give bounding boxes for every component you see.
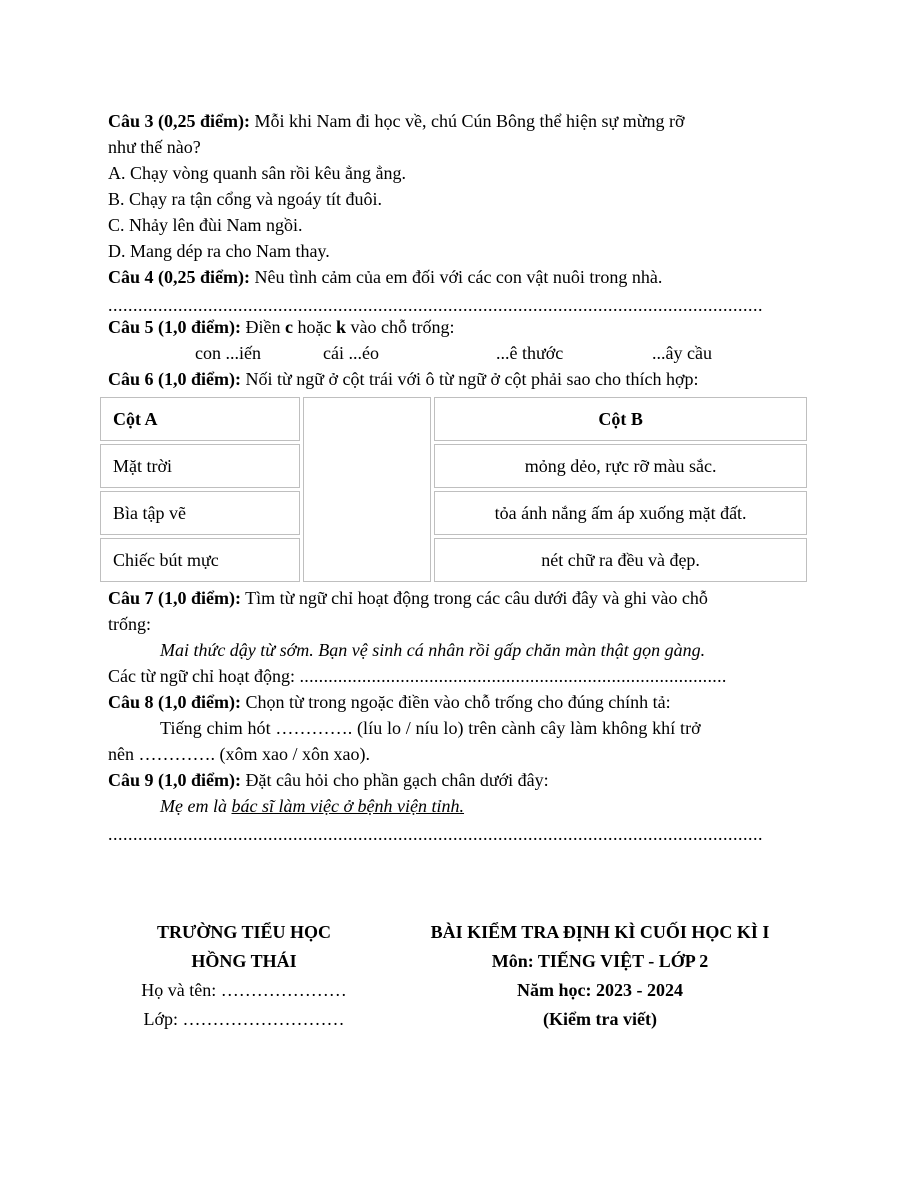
q5-letter-k: k — [335, 317, 346, 337]
q7-label: Câu 7 (1,0 điểm): — [108, 588, 241, 608]
exam-title: BÀI KIỂM TRA ĐỊNH KÌ CUỐI HỌC KÌ I — [430, 922, 770, 942]
q9-sentence-underlined: bác sĩ làm việc ở bệnh viện tỉnh. — [231, 796, 465, 816]
q7-text-line2: trống: — [108, 614, 151, 634]
q3-option-b: B. Chạy ra tận cổng và ngoáy tít đuôi. — [108, 189, 382, 209]
q8-label: Câu 8 (1,0 điểm): — [108, 692, 241, 712]
col-b-header-text: Cột B — [598, 408, 643, 429]
col-a-item-3[interactable]: Chiếc bút mực — [100, 538, 300, 582]
q5-blank-1: con ...iến — [195, 343, 261, 363]
q7-answer-prompt: Các từ ngữ chỉ hoạt động: — [108, 666, 300, 686]
matching-area[interactable] — [303, 397, 431, 582]
q5-text-c: vào chỗ trống: — [346, 317, 455, 337]
q7-text-line1: Tìm từ ngữ chỉ hoạt động trong các câu dưới đây và ghi vào chỗ — [241, 588, 708, 608]
school-info — [108, 918, 380, 1034]
q5-text-b: hoặc — [293, 317, 336, 337]
question-5 — [108, 314, 810, 366]
question-8 — [108, 689, 810, 767]
q9-text: Đặt câu hỏi cho phần gạch chân dưới đây: — [241, 770, 549, 790]
school-name-line1: TRƯỜNG TIỂU HỌC — [156, 922, 332, 942]
q7-answer-dots[interactable]: ......................................................................................... — [299, 666, 727, 686]
q4-label: Câu 4 (0,25 điểm): — [108, 267, 250, 287]
col-b-header — [434, 397, 807, 441]
q5-label: Câu 5 (1,0 điểm): — [108, 317, 241, 337]
q5-blank-3: ...ê thước — [496, 343, 564, 363]
q8-text: Chọn từ trong ngoặc điền vào chỗ trống cho đúng chính tả: — [241, 692, 671, 712]
q5-text-a: Điền — [241, 317, 285, 337]
q3-label: Câu 3 (0,25 điểm): — [108, 111, 250, 131]
q5-blanks-row — [108, 340, 810, 366]
col-b-item-2[interactable]: tỏa ánh nắng ấm áp xuống mặt đất. — [434, 491, 807, 535]
q9-answer-line[interactable]: ................................................................................................................................... — [108, 825, 763, 843]
q6-text: Nối từ ngữ ở cột trái với ô từ ngữ ở cột phải sao cho thích hợp: — [241, 369, 699, 389]
q5-blank-2: cái ...éo — [323, 343, 379, 363]
school-name-line2: HỒNG THÁI — [191, 951, 297, 971]
q5-letter-c: c — [285, 317, 293, 337]
question-3 — [108, 108, 810, 264]
q3-text-line1: Mỗi khi Nam đi học về, chú Cún Bông thể hiện sự mừng rỡ — [250, 111, 685, 131]
col-a-header — [100, 397, 300, 441]
q7-sentence: Mai thức dậy từ sớm. Bạn vệ sinh cá nhân rồi gấp chăn màn thật gọn gàng. — [160, 640, 706, 660]
student-name-field[interactable]: Họ và tên: ………………… — [141, 980, 347, 1000]
q9-label: Câu 9 (1,0 điểm): — [108, 770, 241, 790]
exam-subject: Môn: TIẾNG VIỆT - LỚP 2 — [491, 951, 709, 971]
exam-info — [390, 918, 810, 1034]
q3-text-line2: như thế nào? — [108, 137, 201, 157]
q3-option-a: A. Chạy vòng quanh sân rồi kêu ẳng ẳng. — [108, 163, 406, 183]
q4-answer-line: ................................................................................................................................... — [108, 296, 763, 314]
col-b-item-1[interactable]: mỏng dẻo, rực rỡ màu sắc. — [434, 444, 807, 488]
q3-option-c: C. Nhảy lên đùi Nam ngồi. — [108, 215, 303, 235]
col-a-item-1[interactable]: Mặt trời — [100, 444, 300, 488]
q5-blank-4: ...ây cầu — [652, 343, 712, 363]
exam-year: Năm học: 2023 - 2024 — [517, 980, 683, 1000]
question-7 — [108, 585, 810, 689]
q9-sentence-plain: Mẹ em là — [160, 796, 232, 816]
col-a-header-text: Cột A — [113, 408, 158, 429]
q8-line2: nên …………. (xôm xao / xôn xao). — [108, 744, 370, 764]
worksheet — [108, 108, 810, 843]
question-6 — [108, 366, 810, 585]
question-9 — [108, 767, 810, 843]
col-b-item-3[interactable]: nét chữ ra đều và đẹp. — [434, 538, 807, 582]
matching-table — [97, 394, 810, 585]
q6-label: Câu 6 (1,0 điểm): — [108, 369, 241, 389]
q4-text: Nêu tình cảm của em đối với các con vật nuôi trong nhà. — [250, 267, 663, 287]
q3-option-d: D. Mang dép ra cho Nam thay. — [108, 241, 330, 261]
exam-type: (Kiểm tra viết) — [543, 1009, 657, 1029]
class-field[interactable]: Lớp: ……………………… — [143, 1009, 345, 1029]
q8-line1: Tiếng chim hót …………. (líu lo / níu lo) trên cành cây làm không khí trở — [160, 718, 701, 738]
question-4 — [108, 264, 810, 314]
col-a-item-2[interactable]: Bìa tập vẽ — [100, 491, 300, 535]
